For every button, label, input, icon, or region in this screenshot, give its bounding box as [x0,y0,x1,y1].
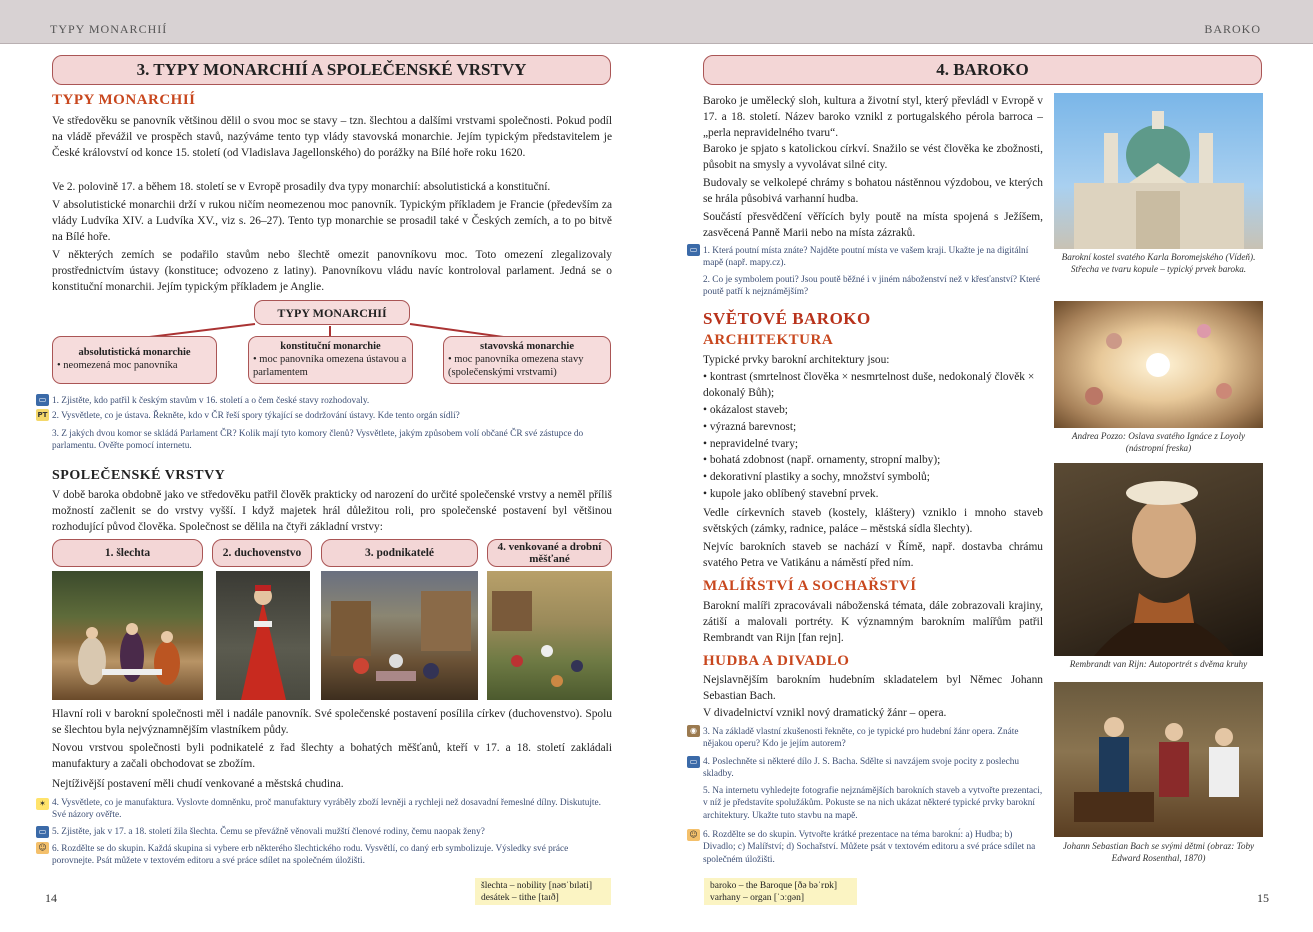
computer-icon: ▭ [687,244,700,256]
question: 4. Vysvětlete, co je manufaktura. Vyslovte domněnku, proč manufaktury vyráběly zboží levněji a rychleji než dosavadní řemeslné dílny. Diskutujte. Své názory ověřte. [52,798,601,821]
clergy-painting [216,571,310,700]
question: 5. Na internetu vyhledejte fotografie nejznámějších barokních staveb a vytvořte prezentaci, v níž je představíte spolužákům. Pokuste se na nich ukázat některé typické prvky barokní architektury. Ukažte tuto stavbu na mapě. [703,786,1043,821]
caption: Rembrandt van Rijn: Autoportrét s dvěma kruhy [1069,659,1248,669]
page-number-right: 15 [1257,891,1269,905]
page-number-left: 14 [45,891,57,905]
paragraph: Nejtíživější postavení měli chudí venkované a městská chudina. [52,778,344,790]
section-heading-monarchies: TYPY MONARCHIÍ [52,92,196,108]
rembrandt-portrait [1054,463,1263,656]
computer-icon: ▭ [36,394,49,406]
question: 3. Na základě vlastní zkušenosti řekněte, co je typické pro hudební žánr opera. Znáte nějakou operu? Kdo je jejím autorem? [703,727,1019,750]
peasants-painting [487,571,612,700]
paragraph: V divadelnictví vznikl nový dramatický žánr – opera. [703,707,947,719]
header-left: TYPY MONARCHIÍ [50,22,168,36]
question: 1. Která poutní místa znáte? Najděte poutní místa ve vašem kraji. Ukažte je na digitální mapě (např. mapy.cz). [703,246,1029,269]
chapter-title-left: 3. TYPY MONARCHIÍ A SPOLEČENSKÉ VRSTVY [52,55,611,85]
diagram-box-absolutist [52,336,217,384]
arch-list-item: • kontrast (smrtelnost člověka × nesmrtelnost duše, nedokonalý člověk × dokonalý Bůh); [703,371,1035,399]
caption: Andrea Pozzo: Oslava svatého Ignáce z Loyoly (nástropní freska) [1071,431,1246,453]
paragraph: Typické prvky barokní architektury jsou: [703,354,890,366]
paragraph: Nejvíc barokních staveb se nachází v Římě, např. dostavba chrámu svatého Petra ve Vatikánu a náměstí před ním. [703,541,1043,570]
question: 2. Co je symbolem pouti? Jsou poutě běžné i v jiném náboženství než v křesťanství? Které poutě patří k nejznámějším? [703,275,1041,298]
computer-icon: ▭ [687,756,700,768]
diagram-box-estates [443,336,611,384]
computer-icon: ▭ [36,826,49,838]
paragraph: Budovaly se velkolepé chrámy s bohatou nástěnnou výzdobou, ve kterých se hrála působivá varhanní hudba. [703,177,1043,206]
question: 4. Poslechněte si některé dílo J. S. Bacha. Sdělte si navzájem svoje pocity z poslechu skladby. [703,757,1020,780]
owl-icon: ◉ [687,725,700,737]
diagram-box-text: • moc panovníka omezena stavy (společenskými vrstvami) [448,354,584,378]
diagram-root: TYPY MONARCHIÍ [254,300,410,325]
diagram-box-text: • neomezená moc panovníka [57,360,178,371]
arch-list-item: • nepravidelné tvary; [703,438,799,450]
diagram-box-constitutional [248,336,413,384]
question: 3. Z jakých dvou komor se skládá Parlament ČR? Kolik mají tyto komory členů? Vysvětlete, jakým způsobem volí občané ČR své zástupce do parlamentu. Ověřte pomocí internetu. [52,429,584,452]
paragraph: Součástí přesvědčení věřících byly poutě na místa spojená s Ježíšem, zasvěcená Panně Marii nebo na místa zázraků. [703,211,1043,240]
paragraph: Ve 2. polovině 17. a během 18. století se v Evropě prosadily dva typy monarchií: absolutistická a konstituční. [52,181,551,193]
chapter-title-right: 4. BAROKO [703,55,1262,85]
karlskirche-photo [1054,93,1263,249]
nobility-painting [52,571,203,700]
section-heading-music: HUDBA A DIVADLO [703,653,850,669]
paragraph: Vedle církevních staveb (kostely, kláštery) vzniklo i mnoho staveb světských (zámky, radnice, paláce – městská sídla šlechty). [703,507,1043,536]
bulb-icon: ✶ [36,798,49,810]
question: 5. Zjistěte, jak v 17. a 18. století žila šlechta. Čemu se převážně věnovali mužští členové rodiny, čemu naopak ženy? [52,827,485,837]
paragraph: V absolutistické monarchii drží v rukou ničím neomezenou moc panovník. Typickým příkladem je Francie (především za vlády Ludvíka XIV. a Ludvíka XV., viz s. 26–27). Tento typ monarchie se prosadil také v Českých zemích, a to po bitvě na Bílé hoře. [52,199,612,244]
entrepreneurs-painting [321,571,478,700]
glossary-entry: varhany – organ [ˈɔːɡən] [710,893,804,903]
section-heading-layers: SPOLEČENSKÉ VRSTVY [52,468,226,483]
question: 6. Rozdělte se do skupin. Každá skupina si vybere erb některého šlechtického rodu. Vysvětlí, co daný erb symbolizuje. Výsledky své práce porovnejte. Psát můžete v textovém editoru a své práce sdílet na společném úložišti. [52,844,569,867]
group-icon: ☺ [687,829,700,841]
glossary-entry: baroko – the Baroque [ðə bəˈrɒk] [710,881,838,891]
glossary-left [475,878,611,905]
diagram-box-title: absolutistická monarchie [78,347,191,358]
glossary-entry: šlechta – nobility [nəʊˈbɪləti] [481,881,593,891]
question: 1. Zjistěte, kdo patřil k českým stavům v 16. století a o čem české stavy rozhodovaly. [52,396,370,406]
question: 6. Rozdělte se do skupin. Vytvořte krátké prezentace na téma baroknı́: a) Hudba; b) Divadlo; c) Malířství; d) Sochařství. Můžete psát v textovém editoru a své práce sdílet na společném úložišti. [703,830,1036,865]
arch-list-item: • kupole jako oblíbený stavební prvek. [703,488,879,500]
bach-painting [1054,682,1263,837]
diagram-box-title: konstituční monarchie [280,341,381,352]
paragraph: V době baroka obdobně jako ve středověku patřil člověk prakticky od narození do určité společenské vrstvy a neměl příliš možností začlenit se do vrstvy vyšší. I když majetek hrál důležitou roli, pro společenské postavení byl většinou rozhodující původ člověka. Společnost se dělila na čtyři základní vrstvy: [52,489,612,534]
diagram-box-text: • moc panovníka omezena ústavou a parlamentem [253,354,407,378]
glossary-right [704,878,857,905]
arch-list-item: • výrazná barevnost; [703,421,797,433]
pt-icon: PT [37,411,48,419]
paragraph: Baroko je spjato s katolickou církví. Snažilo se vést člověka ke zbožnosti, působit na smysly a vyvolávat silné city. [703,143,1043,172]
glossary-entry: desátek – tithe [taɪð] [481,893,559,903]
paragraph: Ve středověku se panovník většinou dělil o svou moc se stavy – tzn. šlechtou a dalšími vrstvami společnosti. Pokud podíl na vládě převážil ve prospěch stavů, nazýváme tento typ vlády stavovská monarchie. Jejím typickým představitelem je České království od konce 15. století (od Vladislava Jagellonského) do porážky na Bílé hoře roku 1620. [52,115,612,160]
paragraph: Baroko je umělecký sloh, kultura a životní styl, který převládl v Evropě v 17. a 18. století. Název baroko vznikl z portugalského pérola barroca – „perla nepravidelného tvaru“. [703,95,1043,140]
layer-label: 4. venkované a drobní měšťané [487,539,612,567]
header-right: BAROKO [1204,22,1261,36]
caption: Barokní kostel svatého Karla Boromejského (Vídeň). Střecha ve tvaru kopule – typický prvek baroka. [1061,252,1256,274]
question: 2. Vysvětlete, co je ústava. Řekněte, kdo v ČR řeší spory týkající se dodržování ústavy. Kde tento orgán sídlí? [52,411,460,421]
arch-list-item: • dekorativní plastiky a sochy, množství symbolů; [703,471,930,483]
paragraph: Barokní malíři zpracovávali náboženská témata, dále zobrazovali krajiny, zátiší a malovali portréty. K významným barokním malířům patřil Rembrandt van Rijn [fan rejn]. [703,600,1043,645]
layer-label: 2. duchovenstvo [212,539,312,567]
layer-label: 3. podnikatelé [321,539,478,567]
paragraph: Nejslavnějším barokním hudebním skladatelem byl Němec Johann Sebastian Bach. [703,674,1043,703]
paragraph: Hlavní roli v barokní společnosti měl i nadále panovník. Své společenské postavení posílila církev (duchovenstvo). Spolu se šlechtou byla nejvýznamnějším vlastníkem půdy. [52,708,612,737]
section-heading-world-baroque: SVĚTOVÉ BAROKO [703,309,871,328]
caption: Johann Sebastian Bach se svými dětmi (obraz: Toby Edward Rosenthal, 1870) [1062,841,1255,863]
pozzo-fresco [1054,301,1263,428]
group-icon: ☺ [36,842,49,854]
diagram-box-title: stavovská monarchie [479,341,575,352]
layer-label: 1. šlechta [52,539,203,567]
section-heading-painting: MALÍŘSTVÍ A SOCHAŘSTVÍ [703,578,917,594]
paragraph: Novou vrstvou společnosti byli podnikatelé z řad šlechty a bohatých měšťanů, kteří v 17. a 18. století zakládali manufaktury a začali obchodovat se zbožím. [52,742,612,771]
arch-list-item: • bohatá zdobnost (např. ornamenty, stropní malby); [703,454,941,466]
section-heading-architecture: ARCHITEKTURA [703,332,834,348]
arch-list-item: • okázalost staveb; [703,404,788,416]
paragraph: V některých zemích se podařilo stavům nebo šlechtě omezit panovníkovu moc. Toto omezení zlegalizovaly prostřednictvím ústavy (konstituce; odvozeno z latiny). Panovníkovu vládu navíc kontroloval parlament. Jedná se o konstituční monarchii. Jejím typickým příkladem je Anglie. [52,249,612,294]
